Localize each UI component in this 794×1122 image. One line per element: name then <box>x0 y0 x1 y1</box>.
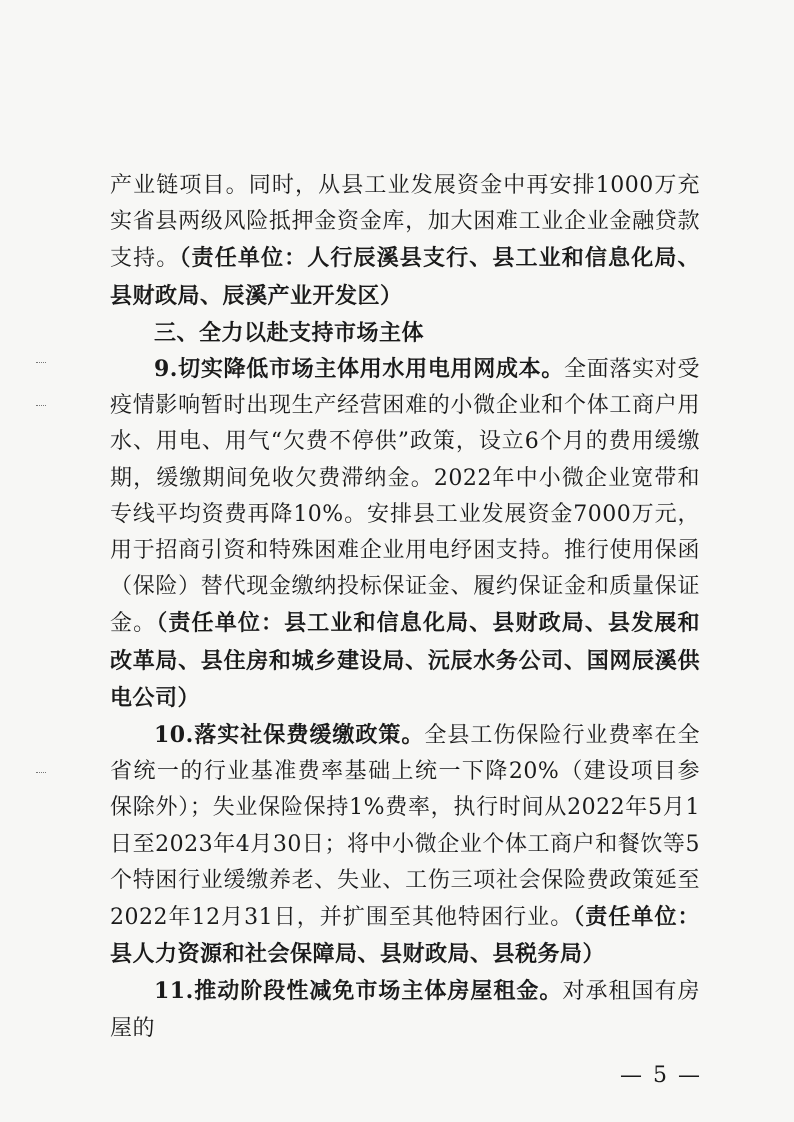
item-text: 全县工伤保险行业费率在全省统一的行业基准费率基础上统一下降20%（建设项目参保除外）；失业保险保持1%费率，执行时间从2022年5月1日至2023年4月30日；将中小微企业个体工商户和餐饮等5个特困行业缓缴养老、失业、工伤三项社会保险费政策延至2022年12月31日，并扩围至其他特困行业。 <box>110 723 700 931</box>
responsibility-units: （责任单位：人行辰溪县支行、县工业和信息化局、县财政局、辰溪产业开发区） <box>110 245 700 309</box>
item-9 <box>110 351 700 717</box>
paragraph-text: 产业链项目。同时，从县工业发展资金中再安排1000万充实省县两级风险抵押金资金库，加大困难工业企业金融贷款支持。 <box>110 173 700 272</box>
responsibility-units: （责任单位：县人力资源和社会保障局、县财政局、县税务局） <box>110 904 700 968</box>
item-title: 10.落实社保费缓缴政策。 <box>154 722 425 749</box>
item-title: 9.切实降低市场主体用水用电用网成本。 <box>154 356 565 383</box>
item-text: 对承租国有房屋的 <box>110 979 700 1041</box>
paragraph-continuation <box>110 168 700 315</box>
item-text: 全面落实对受疫情影响暂时出现生产经营困难的小微企业和个体工商户用水、用电、用气“欠费不停供”政策，设立6个月的费用缓缴期，缓缴期间免收欠费滞纳金。2022年中小微企业宽带和专线平均资费再降10%。安排县工业发展资金7000万元，用于招商引资和特殊困难企业用电纾困支持。推行使用保函（保险）替代现金缴纳投标保证金、履约保证金和质量保证金。 <box>110 357 700 637</box>
section-heading: 三、全力以赴支持市场主体 <box>154 319 425 346</box>
body-text <box>110 168 700 1047</box>
binding-hole-mark <box>36 772 46 773</box>
item-11 <box>110 973 700 1046</box>
responsibility-units: （责任单位：县工业和信息化局、县财政局、县发展和改革局、县住房和城乡建设局、沅辰水务公司、国网辰溪供电公司） <box>110 610 700 711</box>
binding-hole-mark <box>36 405 46 406</box>
page-number: — 5 — <box>620 1063 702 1088</box>
item-10 <box>110 717 700 973</box>
item-title: 11.推动阶段性减免市场主体房屋租金。 <box>154 978 563 1005</box>
binding-hole-mark <box>36 362 46 363</box>
